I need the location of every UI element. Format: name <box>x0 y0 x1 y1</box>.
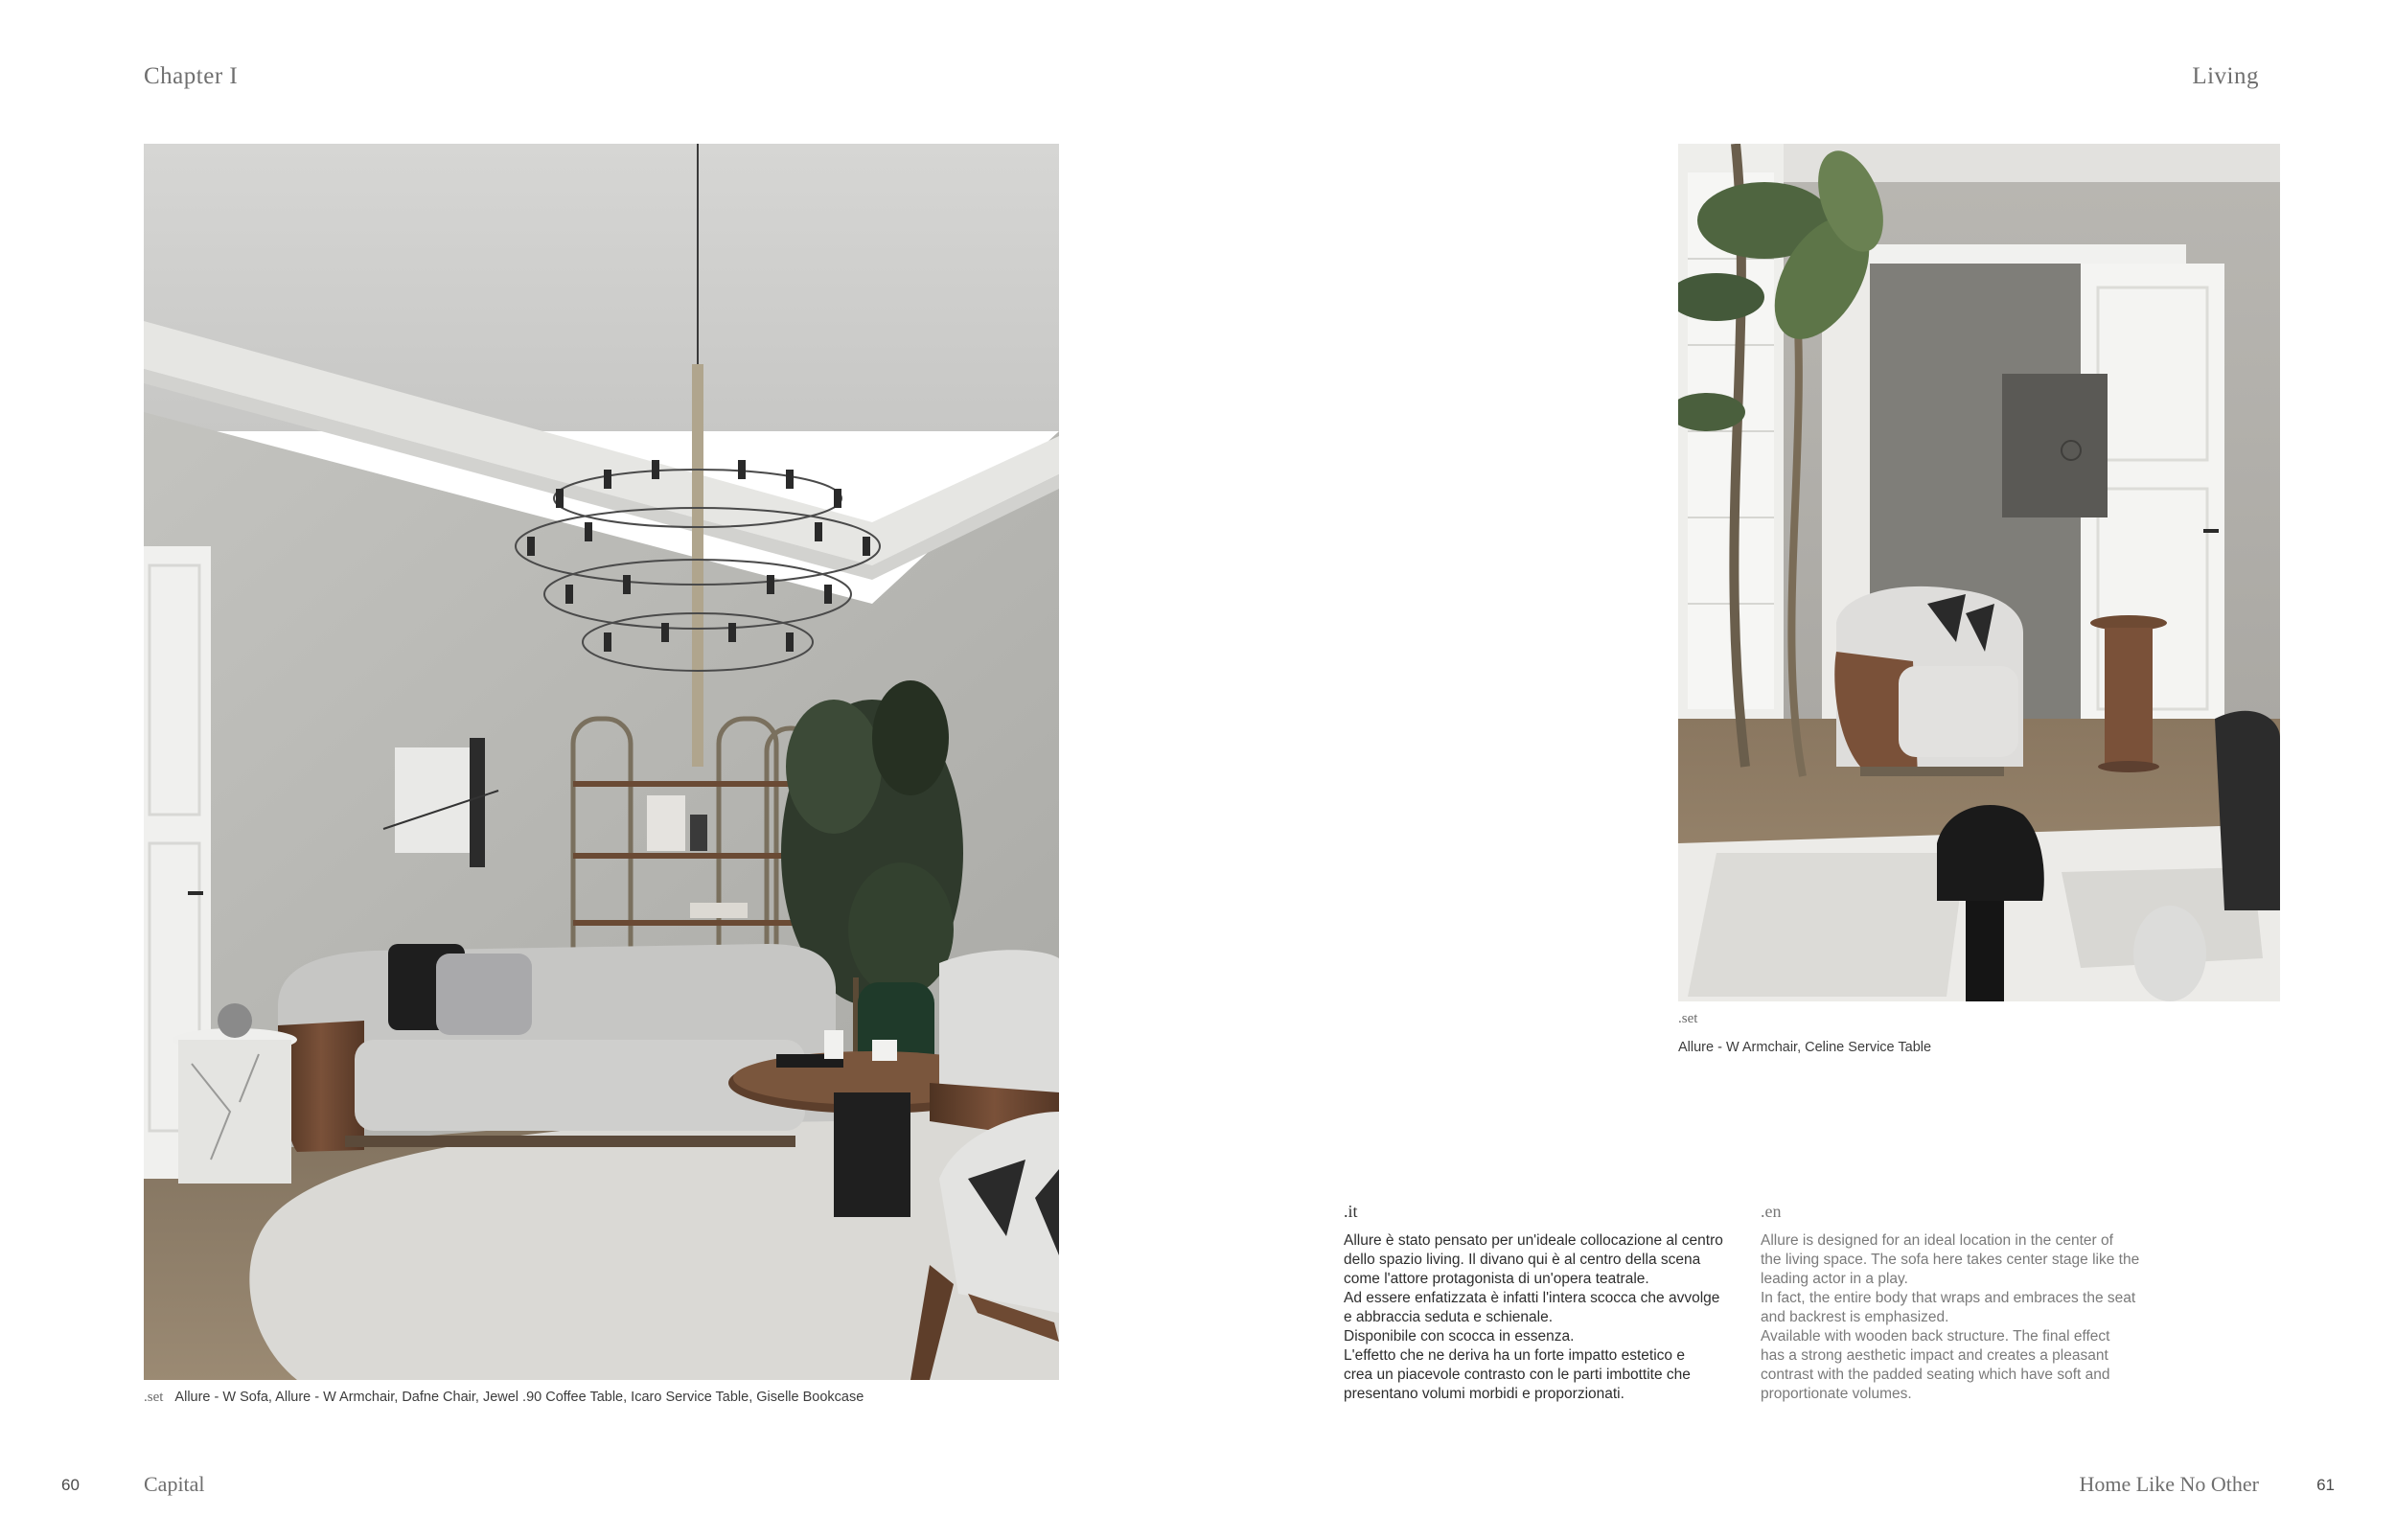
living-room-illustration <box>144 144 1059 1380</box>
english-label <box>1761 1202 1782 1222</box>
it-line: Allure è stato pensato per un'ideale collocazione al centro <box>1344 1232 1723 1249</box>
it-line: e abbraccia seduta e schienale. <box>1344 1309 1554 1325</box>
en-line: In fact, the entire body that wraps and embraces the seat <box>1761 1290 2136 1306</box>
en-line: leading actor in a play. <box>1761 1271 1908 1287</box>
tagline: Home Like No Other <box>2079 1472 2259 1496</box>
caption-set-tag: .set <box>144 1390 164 1405</box>
it-line: L'effetto che ne deriva ha un forte impatto estetico e <box>1344 1347 1685 1364</box>
caption-text: Allure - W Sofa, Allure - W Armchair, Dafne Chair, Jewel .90 Coffee Table, Icaro Service Table, Giselle Bookcase <box>174 1390 864 1405</box>
en-line: proportionate volumes. <box>1761 1386 1912 1402</box>
en-line: and backrest is emphasized. <box>1761 1309 1949 1325</box>
right-page-number: 61 <box>2316 1476 2335 1494</box>
caption-set-tag: .set <box>1678 1011 1698 1026</box>
left-photo-caption <box>144 1388 1064 1407</box>
it-line: crea un piacevole contrasto con le parti imbottite che <box>1344 1367 1691 1383</box>
right-photo-caption: Allure - W Armchair, Celine Service Table <box>1678 1040 1932 1055</box>
armchair-photo <box>1678 144 2280 1001</box>
left-page-number: 60 <box>61 1476 80 1494</box>
living-room-photo <box>144 144 1059 1380</box>
italian-label <box>1344 1202 1358 1222</box>
italian-description <box>1344 1231 1746 1404</box>
it-language-tag: .it <box>1344 1202 1358 1221</box>
it-line: dello spazio living. Il divano qui è al centro della scena <box>1344 1252 1701 1268</box>
en-line: contrast with the padded seating which have soft and <box>1761 1367 2110 1383</box>
right-photo-caption-tag <box>1678 1010 1697 1027</box>
it-line: come l'attore protagonista di un'opera teatrale. <box>1344 1271 1649 1287</box>
publication-title: Capital <box>144 1472 205 1496</box>
en-line: the living space. The sofa here takes center stage like the <box>1761 1252 2140 1268</box>
it-line: presentano volumi morbidi e proporzionati. <box>1344 1386 1624 1402</box>
it-line: Ad essere enfatizzata è infatti l'intera scocca che avvolge <box>1344 1290 1720 1306</box>
it-line: Disponibile con scocca in essenza. <box>1344 1328 1575 1345</box>
english-description <box>1761 1231 2173 1404</box>
section-heading: Living <box>2192 63 2259 89</box>
en-line: has a strong aesthetic impact and creates a pleasant <box>1761 1347 2108 1364</box>
en-language-tag: .en <box>1761 1202 1782 1221</box>
en-line: Available with wooden back structure. The final effect <box>1761 1328 2110 1345</box>
chapter-heading: Chapter I <box>144 63 239 89</box>
en-line: Allure is designed for an ideal location in the center of <box>1761 1232 2113 1249</box>
armchair-illustration <box>1678 144 2280 1001</box>
